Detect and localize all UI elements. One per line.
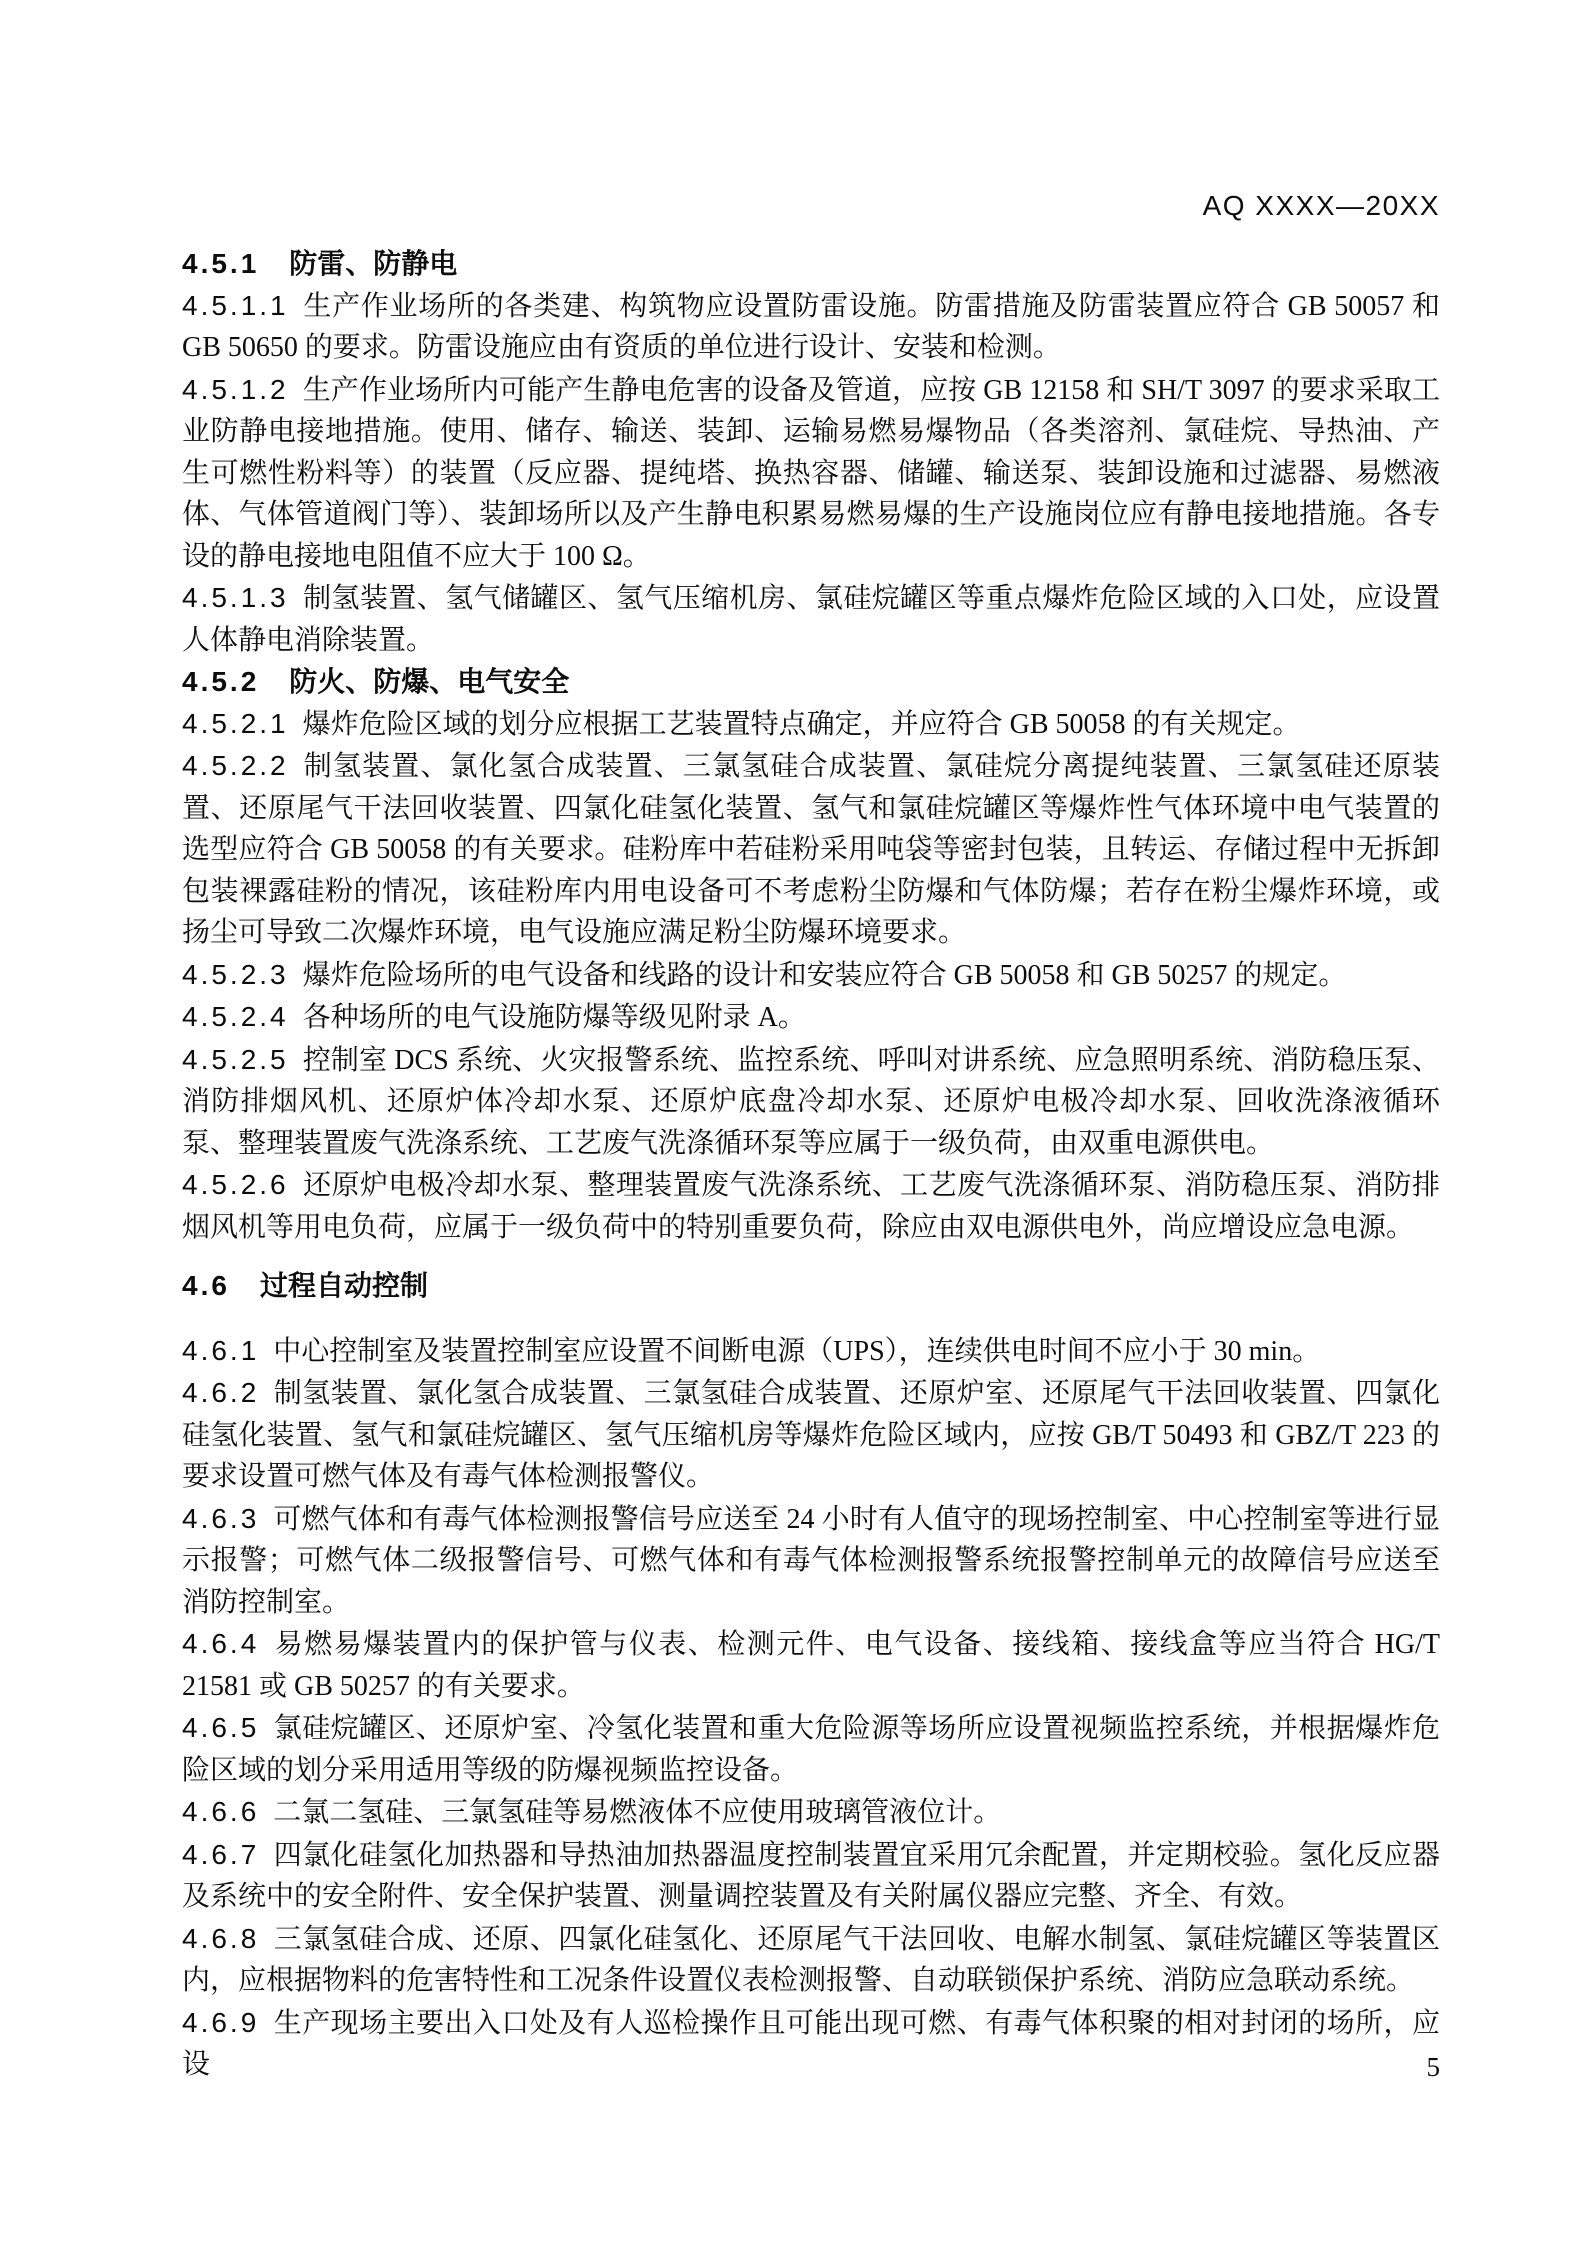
clause-paragraph bbox=[182, 1623, 1440, 1707]
clause-paragraph bbox=[182, 2002, 1440, 2086]
clause-text: 制氢装置、氢气储罐区、氢气压缩机房、氯硅烷罐区等重点爆炸危险区域的入口处，应设置人体静电消除装置。 bbox=[182, 583, 1440, 656]
clause-text: 二氯二氢硅、三氯氢硅等易燃液体不应使用玻璃管液位计。 bbox=[273, 1797, 1002, 1828]
clause-number: 4.6.1 bbox=[182, 1334, 260, 1366]
clause-text: 中心控制室及装置控制室应设置不间断电源（UPS），连续供电时间不应小于 30 min。 bbox=[273, 1335, 1321, 1367]
clause-number: 4.5.1 bbox=[182, 248, 260, 279]
clause-paragraph bbox=[182, 1330, 1440, 1373]
clause-text: 三氯氢硅合成、还原、四氯化硅氢化、还原尾气干法回收、电解水制氢、氯硅烷罐区等装置区内，应根据物料的危害特性和工况条件设置仪表检测报警、自动联锁保护系统、消防应急联动系统。 bbox=[182, 1923, 1440, 1996]
clause-paragraph bbox=[182, 745, 1440, 954]
clause-number: 4.6.6 bbox=[182, 1796, 260, 1827]
clause-text: 生产作业场所内可能产生静电危害的设备及管道，应按 GB 12158 和 SH/T 3097 的要求采取工业防静电接地措施。使用、储存、输送、装卸、运输易燃易爆物品（各类溶剂、氯硅烷、导热油、产生可燃性粉料等）的装置（反应器、提纯塔、换热容器、储罐、输送泵、装卸设施和过滤器、易燃液体、气体管道阀门等）、装卸场所以及产生静电积累易燃易爆的生产设施岗位应有静电接地措施。各专设的静电接地电阻值不应大于 100 Ω。 bbox=[182, 374, 1440, 572]
clause-paragraph bbox=[182, 1498, 1440, 1624]
document-content bbox=[182, 243, 1440, 2086]
clause-number: 4.5.2.1 bbox=[182, 707, 289, 739]
clause-number: 4.6.5 bbox=[182, 1712, 260, 1743]
clause-number: 4.6.4 bbox=[182, 1628, 260, 1659]
clause-text: 四氯化硅氢化加热器和导热油加热器温度控制装置宜采用冗余配置，并定期校验。氢化反应器及系统中的安全附件、安全保护装置、测量调控装置及有关附属仪器应完整、齐全、有效。 bbox=[182, 1839, 1440, 1912]
clause-number: 4.5.2.3 bbox=[182, 958, 289, 990]
standard-number-header: AQ XXXX—20XX bbox=[1202, 190, 1440, 221]
clause-number: 4.5.2.4 bbox=[182, 1001, 289, 1032]
clause-text: 制氢装置、氯化氢合成装置、三氯氢硅合成装置、氯硅烷分离提纯装置、三氯氢硅还原装置、还原尾气干法回收装置、四氯化硅氢化装置、氢气和氯硅烷罐区等爆炸性气体环境中电气装置的选型应符合 GB 50058 的有关要求。硅粉库中若硅粉采用吨袋等密封包装，且转运、存储过程中无拆卸包装裸露硅粉的情况，该硅粉库内用电设备可不考虑粉尘防爆和气体防爆；若存在粉尘爆炸环境，或扬尘可导致二次爆炸环境，电气设施应满足粉尘防爆环境要求。 bbox=[182, 751, 1440, 948]
clause-paragraph bbox=[182, 1164, 1440, 1248]
clause-number: 4.5.1.3 bbox=[182, 582, 289, 613]
clause-number: 4.5.2.6 bbox=[182, 1169, 289, 1200]
clause-paragraph bbox=[182, 954, 1440, 997]
clause-paragraph bbox=[182, 703, 1440, 746]
heading-title: 防火、防爆、电气安全 bbox=[289, 666, 570, 697]
clause-text: 各种场所的电气设施防爆等级见附录 A。 bbox=[302, 1002, 806, 1033]
clause-paragraph bbox=[182, 285, 1440, 369]
clause-number: 4.6.3 bbox=[182, 1502, 260, 1534]
clause-number: 4.6.9 bbox=[182, 2006, 260, 2038]
section-heading bbox=[182, 1265, 1440, 1307]
clause-paragraph bbox=[182, 1707, 1440, 1791]
clause-text: 氯硅烷罐区、还原炉室、冷氢化装置和重大危险源等场所应设置视频监控系统，并根据爆炸危险区域的划分采用适用等级的防爆视频监控设备。 bbox=[182, 1713, 1440, 1786]
clause-number: 4.5.2.2 bbox=[182, 750, 289, 781]
clause-number: 4.6 bbox=[182, 1270, 230, 1301]
clause-text: 爆炸危险区域的划分应根据工艺装置特点确定，并应符合 GB 50058 的有关规定。 bbox=[302, 708, 1301, 740]
clause-paragraph bbox=[182, 577, 1440, 661]
clause-paragraph bbox=[182, 996, 1440, 1039]
clause-number: 4.6.2 bbox=[182, 1377, 260, 1408]
clause-text: 可燃气体和有毒气体检测报警信号应送至 24 小时有人值守的现场控制室、中心控制室等进行显示报警；可燃气体二级报警信号、可燃气体和有毒气体检测报警系统报警控制单元的故障信号应送至消防控制室。 bbox=[182, 1503, 1440, 1618]
heading-title: 过程自动控制 bbox=[259, 1270, 428, 1301]
clause-paragraph bbox=[182, 1918, 1440, 2002]
clause-text: 生产现场主要出入口处及有人巡检操作且可能出现可燃、有毒气体积聚的相对封闭的场所，应设 bbox=[182, 2007, 1440, 2080]
clause-paragraph bbox=[182, 369, 1440, 578]
clause-number: 4.5.2 bbox=[182, 666, 260, 697]
page-number: 5 bbox=[1426, 2052, 1440, 2082]
clause-number: 4.5.2.5 bbox=[182, 1043, 289, 1075]
clause-number: 4.5.1.2 bbox=[182, 373, 289, 405]
clause-paragraph bbox=[182, 1039, 1440, 1165]
clause-paragraph bbox=[182, 1372, 1440, 1498]
clause-number: 4.5.1.1 bbox=[182, 289, 289, 321]
heading-title: 防雷、防静电 bbox=[289, 248, 458, 279]
clause-text: 控制室 DCS 系统、火灾报警系统、监控系统、呼叫对讲系统、应急照明系统、消防稳压泵、消防排烟风机、还原炉体冷却水泵、还原炉底盘冷却水泵、还原炉电极冷却水泵、回收洗涤液循环泵、整理装置废气洗涤系统、工艺废气洗涤循环泵等应属于一级负荷，由双重电源供电。 bbox=[182, 1044, 1440, 1159]
clause-text: 爆炸危险场所的电气设备和线路的设计和安装应符合 GB 50058 和 GB 50257 的规定。 bbox=[302, 959, 1347, 991]
clause-text: 制氢装置、氯化氢合成装置、三氯氢硅合成装置、还原炉室、还原尾气干法回收装置、四氯化硅氢化装置、氢气和氯硅烷罐区、氢气压缩机房等爆炸危险区域内，应按 GB/T 50493 和 GBZ/T 223 的要求设置可燃气体及有毒气体检测报警仪。 bbox=[182, 1378, 1440, 1492]
clause-text: 还原炉电极冷却水泵、整理装置废气洗涤系统、工艺废气洗涤循环泵、消防稳压泵、消防排烟风机等用电负荷，应属于一级负荷中的特别重要负荷，除应由双电源供电外，尚应增设应急电源。 bbox=[182, 1170, 1440, 1243]
clause-paragraph bbox=[182, 1791, 1440, 1834]
section-heading bbox=[182, 243, 1440, 285]
section-heading bbox=[182, 661, 1440, 703]
clause-number: 4.6.8 bbox=[182, 1922, 260, 1954]
clause-text: 易燃易爆装置内的保护管与仪表、检测元件、电气设备、接线箱、接线盒等应当符合 HG/T 21581 或 GB 50257 的有关要求。 bbox=[182, 1629, 1440, 1702]
clause-text: 生产作业场所的各类建、构筑物应设置防雷设施。防雷措施及防雷装置应符合 GB 50057 和 GB 50650 的要求。防雷设施应由有资质的单位进行设计、安装和检测。 bbox=[182, 290, 1440, 363]
clause-paragraph bbox=[182, 1834, 1440, 1918]
clause-number: 4.6.7 bbox=[182, 1838, 260, 1870]
